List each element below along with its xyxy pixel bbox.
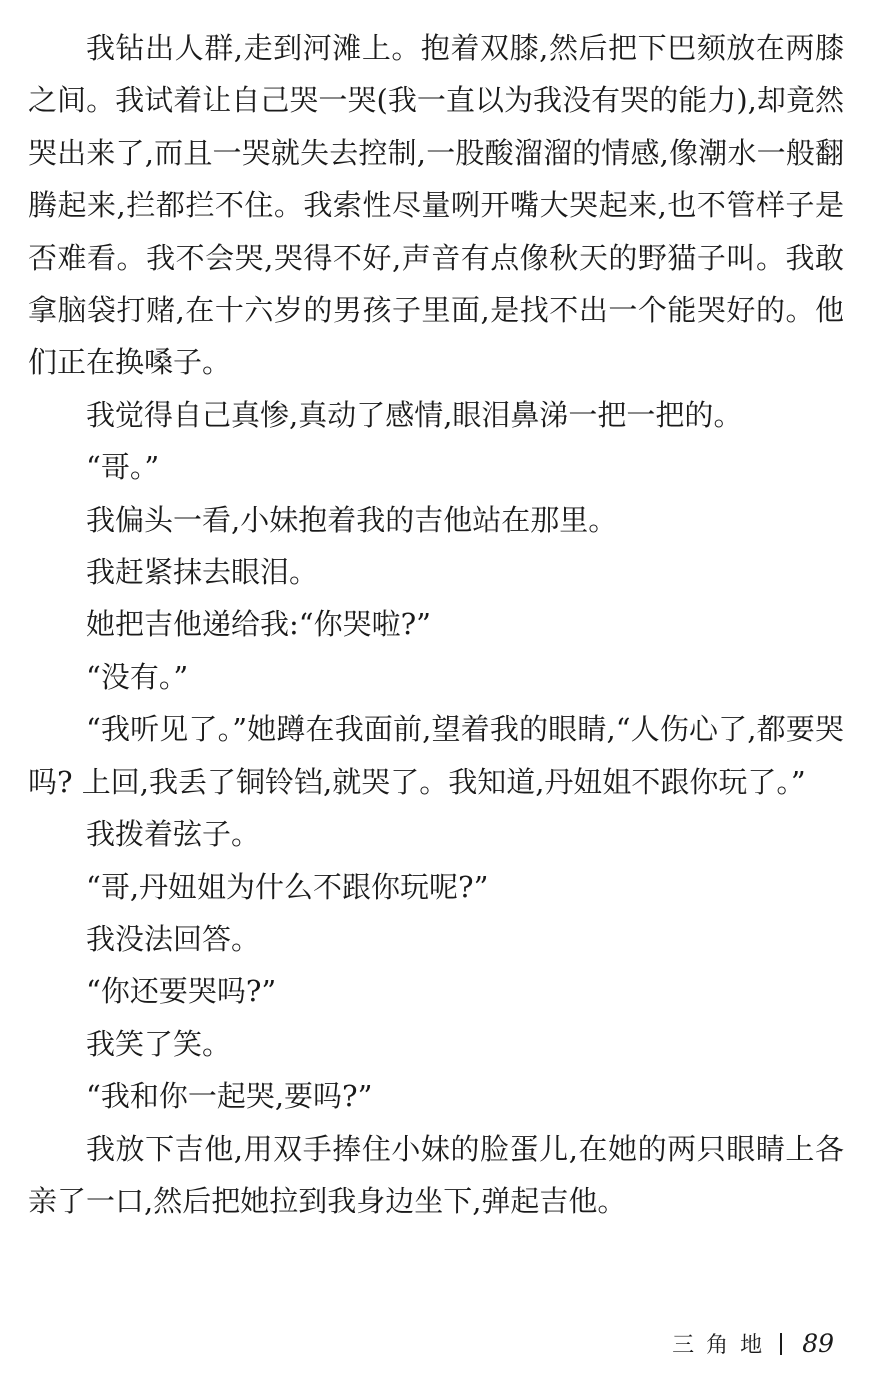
paragraph-5: 我赶紧抹去眼泪。 [86,555,319,590]
paragraph-10: “哥,丹妞姐为什么不跟你玩呢?” [86,869,489,904]
paragraph-12: “你还要哭吗?” [86,974,277,1009]
page-footer [672,1328,834,1359]
paragraph-3: “哥。” [86,450,160,485]
paragraph-7: “没有。” [86,659,189,694]
paragraph-1: 我钻出人群,走到河滩上。抱着双膝,然后把下巴颏放在两膝之间。我试着让自己哭一哭(我一直以为我没有哭的能力),却竟然哭出来了,而且一哭就失去控制,一股酸溜溜的情感,像潮水一般翻腾起来,拦都拦不住。我索性尽量咧开嘴大哭起来,也不管样子是否难看。我不会哭,哭得不好,声音有点像秋天的野猫子叫。我敢拿脑袋打赌,在十六岁的男孩子里面,是找不出一个能哭好的。他们正在换嗓子。 [28,31,844,380]
paragraph-6: 她把吉他递给我:“你哭啦?” [86,607,431,642]
paragraph-11: 我没法回答。 [86,921,261,956]
page-number: 89 [802,1329,834,1358]
paragraph-15: 我放下吉他,用双手捧住小妹的脸蛋儿,在她的两只眼睛上各亲了一口,然后把她拉到我身边坐下,弹起吉他。 [28,1131,844,1218]
page-body [28,22,844,1227]
running-title: 三角地 [672,1333,775,1358]
footer-divider [780,1333,782,1355]
paragraph-14: “我和你一起哭,要吗?” [86,1079,373,1114]
paragraph-13: 我笑了笑。 [86,1026,232,1061]
paragraph-4: 我偏头一看,小妹抱着我的吉他站在那里。 [86,502,618,537]
paragraph-9: 我拨着弦子。 [86,817,261,852]
paragraph-8: “我听见了。”她蹲在我面前,望着我的眼睛,“人伤心了,都要哭吗? 上回,我丢了铜铃铛,就哭了。我知道,丹妞姐不跟你玩了。” [28,712,844,799]
paragraph-2: 我觉得自己真惨,真动了感情,眼泪鼻涕一把一把的。 [86,397,743,432]
